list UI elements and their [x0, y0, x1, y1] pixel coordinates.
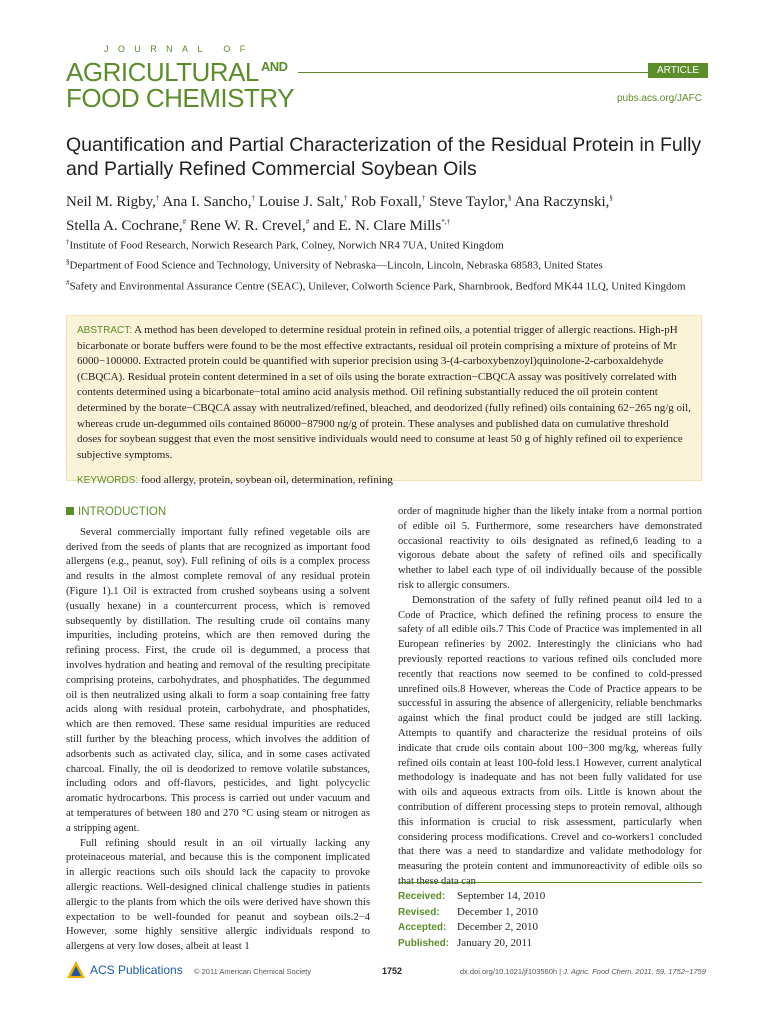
- affiliation: §Department of Food Science and Technology, University of Nebraska—Lincoln, Lincoln, Nebraska 68583, United States: [66, 258, 603, 272]
- author[interactable]: Neil M. Rigby,†: [66, 194, 160, 210]
- revised-label: Revised:: [398, 906, 440, 918]
- author[interactable]: Rene W. R. Crevel,#: [189, 218, 310, 234]
- abstract-label: ABSTRACT:: [77, 325, 133, 336]
- received-date: September 14, 2010: [457, 890, 546, 902]
- journal-logo-and: AND: [260, 59, 288, 74]
- abstract-text-block: [77, 323, 691, 463]
- author[interactable]: Ana I. Sancho,†: [162, 194, 255, 210]
- affiliation: †Institute of Food Research, Norwich Research Park, Colney, Norwich NR4 7UA, United Kingdom: [66, 238, 504, 252]
- publication-dates: [398, 889, 545, 951]
- article-title: Quantification and Partial Characterization of the Residual Protein in Fully and Partially Refined Commercial Soybean Oils: [66, 134, 702, 180]
- doi-citation[interactable]: dx.doi.org/10.1021/jf103560h | J. Agric. Food Chem. 2011, 59, 1752−1759: [459, 967, 706, 976]
- author[interactable]: Rob Foxall,†: [350, 194, 426, 210]
- published-label: Published:: [398, 937, 450, 949]
- received-label: Received:: [398, 891, 446, 902]
- keywords-label: KEYWORDS:: [77, 475, 139, 487]
- paragraph: Several commercially important fully refined vegetable oils are derived from the seeds of plants that are recognized as important food allergens (e.g., peanut, soy). Full refining of oils is a complex process and results in the almost complete removal of any residual protein (Figure 1).1 Oil is extracted from crushed soybeans using a solvent (usually hexane) in a countercurrent process, which is removed subsequently by distillation. The resulting crude oil contains many impurities, including proteins, which are then removed during the refining process. First, the crude oil is degummed, a process that involves hydration and heating and removal of the resulting precipitate comprising proteins, carbohydrates, and phosphatides. The degummed oil is then neutralized using alkali to form a soap containing free fatty acids along with residual protein, carbohydrate, and phosphatides, which are then removed. These same residual impurities are reduced still further by the bleaching process, which involves the addition of adsorbents such as activated clay, silica, and in some cases activated charcoal. Finally, the oil is deodorized to remove volatile substances, including odors and off-flavors, pesticides, and light polycyclic aromatic hydrocarbons. This process is carried out under vacuum and at temperatures of between 180 and 270 °C using steam or nitrogen as a stripping agent.: [66, 526, 370, 834]
- author-list: [66, 188, 706, 236]
- article-type-badge: ARTICLE: [648, 63, 708, 78]
- abstract-text: A method has been developed to determine residual protein in refined oils, a potential trigger of allergic reactions. High-pH bicarbonate or borate buffers were found to be the most effective extractants, residual oil protein comprising a mixture of proteins of Mr 6000−100000. Extracted protein could be quantified with superior precision using 3-(4-carboxybenzoyl)quinolone-2-carboxaldehyde (CBQCA). Residual protein content determined in a set of oils using the borate extraction−CBQCA assay was positively correlated with contents determined using a bicarbonate−total amino acid analysis method. Oil refining substantially reduced the oil protein content determined by the borate−CBQCA assay with neutralized/refined, bleached, and deodorized (fully refined) oils containing 62−265 ng/g oil, whereas crude un-degummed oils contained 86000−87900 ng/g of protein. These analyses and published data on cumulative threshold doses for soybean suggest that even the most sensitive individuals would need to consume at least 50 g of highly refined oil to experience subjective symptoms.: [77, 324, 691, 461]
- author[interactable]: Ana Raczynski,§: [514, 194, 613, 210]
- header-rule: [298, 72, 703, 73]
- author[interactable]: Steve Taylor,§: [429, 194, 512, 210]
- affiliation: #Safety and Environmental Assurance Centre (SEAC), Unilever, Colworth Science Park, Sharnbrook, Bedford MK44 1LQ, United Kingdom: [66, 278, 686, 293]
- journal-logo: [66, 44, 294, 111]
- citation-text: J. Agric. Food Chem. 2011, 59, 1752−1759: [563, 967, 706, 976]
- keywords-block: [77, 473, 691, 489]
- abstract-box: [66, 315, 702, 487]
- paragraph: Demonstration of the safety of fully refined peanut oil4 led to a Code of Practice, which defined the refining process to ensure the safety of all edible oils.7 This Code of Practice was implemented in all European refineries by 2002. Interestingly the clinicians who had previously reported reactions to various refined oils concluded more recently that reactions now seemed to be confined to cold-pressed unrefined oils.8 However, whereas the Code of Practice appears to be successful in assuring the absence of allergenicity, reliable benchmarks against which the final product could be judged are still lacking. Attempts to quantify and characterize the residual proteins of oils indicate that crude oils contain about 100−300 mg/kg, whereas fully refined oils contain at least 100-fold less.1 However, current analytical methodology is inadequate and has not been fully validated for use with oils and aqueous extracts from oils. Little is known about the contribution of different processing steps to protein removal, although this information is crucial to risk assessment, particularly when considering process modifications. Crevel and co-workers1 concluded that there was a need to standardize and validate methodology for measuring the protein content and immunoreactivity of edible oils so: [398, 594, 702, 873]
- revised-date: December 1, 2010: [457, 905, 538, 918]
- author[interactable]: Louise J. Salt,†: [258, 194, 348, 210]
- square-bullet-icon: [66, 507, 74, 515]
- body-column-left: [66, 505, 370, 955]
- journal-logo-line1: AGRICULTURAL: [66, 57, 259, 87]
- accepted-date: December 2, 2010: [457, 921, 538, 934]
- accepted-label: Accepted:: [398, 922, 447, 934]
- affiliation-list: [66, 234, 706, 295]
- keywords-text: food allergy, protein, soybean oil, determination, refining: [140, 474, 393, 487]
- published-date: January 20, 2011: [457, 936, 533, 949]
- doi-link[interactable]: dx.doi.org/10.1021/jf103560h: [459, 967, 558, 976]
- page-footer: [66, 962, 706, 982]
- paragraph: order of magnitude higher than the likely intake from a normal portion of edible oil 5. Furthermore, some researchers have demonstrated occasional reactivity to oils designated as refined,6 leading to a vigorous debate about the safety of refined oils and specifically whether to label each type of oil individually because of the possible risk to allergic consumers.: [398, 506, 702, 591]
- journal-url-link[interactable]: pubs.acs.org/JAFC: [616, 93, 702, 104]
- journal-logo-top: JOURNAL OF: [104, 44, 255, 54]
- paragraph: Full refining should result in an oil virtually lacking any proteinaceous material, and because this is the component implicated in allergic reactions such oils should lack the capacity to provoke allergic reactions. Well-designed clinical challenge studies in patients allergic to the plants from which the oils were derived have shown this expectation to be well-founded for peanut and soybean oils.2−4 However, some highly sensitive allergic individuals respond to allergens at very low doses, albeit at least 1: [66, 837, 370, 953]
- author[interactable]: Stella A. Cochrane,#: [66, 218, 187, 234]
- journal-logo-line2: FOOD CHEMISTRY: [66, 83, 294, 113]
- page-number: 1752: [382, 966, 403, 976]
- author[interactable]: and E. N. Clare Mills*,†: [312, 218, 451, 234]
- acs-logo-icon: [66, 960, 86, 980]
- dates-rule: [398, 882, 702, 883]
- copyright-text: © 2011 American Chemical Society: [194, 967, 312, 976]
- body-column-right: [398, 505, 702, 890]
- section-heading-introduction: INTRODUCTION: [66, 505, 370, 520]
- publisher-name: ACS Publications: [90, 963, 183, 977]
